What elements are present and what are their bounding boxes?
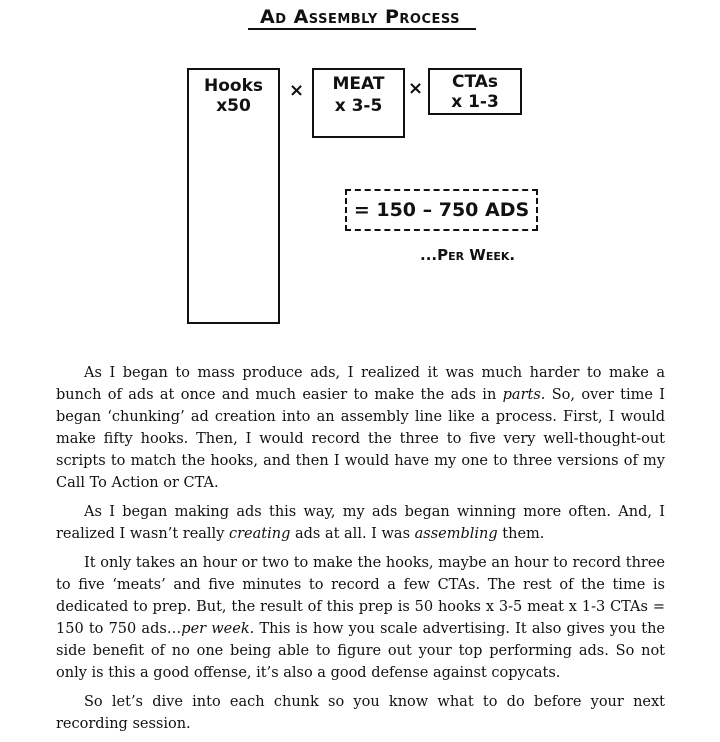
title-underline [248,28,476,30]
body-text [56,362,665,742]
multiply-sign-1: × [289,80,305,101]
diagram-title: Ad Assembly Process [259,6,461,28]
meat-box [312,68,405,138]
paragraph-3-text-c: . This is how you scale advertising. It also gives you the side benefit of no one being able to figure out your top performing ads. So not only is this a good offense, it’s also a good defense against copycats. [56,621,665,681]
paragraph-2-emphasis-2: assembling [414,526,498,542]
paragraph-1 [56,362,665,494]
result-box: = 150 – 750 ADS [345,189,538,231]
hooks-label: Hooks [203,76,263,96]
ctas-label: CTAs [451,72,499,92]
ctas-multiplier: x 1-3 [451,92,499,112]
paragraph-1-text-c: So, over time I began ‘chunking’ ad creation into an assembly line like a process. First, I would make fifty hooks. Then, I would record the three to five very well-thought-out scripts to match the hooks, and then I would have my one to three versions of my Call To Action or CTA. [56,387,665,491]
paragraph-2 [56,501,665,545]
paragraph-2-emphasis-1: creating [229,526,291,542]
paragraph-3 [56,552,665,684]
paragraph-2-text-c: ads at all. I was [290,526,415,542]
meat-label: MEAT [332,74,385,94]
paragraph-3-emphasis: per week [181,621,250,637]
hooks-multiplier: x50 [216,96,251,116]
hooks-box [187,68,280,324]
paragraph-4-text: So let’s dive into each chunk so you know what to do before your next recording session. [56,694,665,732]
paragraph-3-text-a: It only takes an hour or two to make the hooks, maybe an hour to record three to five ‘meats’ and five minutes to record a few CTAs. The rest of the time is dedicated to prep. But, the result of this prep is 50 hooks x 3-5 meat x 1-3 CTAs = 150 to 750 ads… [56,555,665,637]
paragraph-4 [56,691,665,735]
paragraph-1-text-a: As I began to mass produce ads, I realized it was much harder to make a bunch of ads at once and much easier to make the ads in [56,365,665,403]
paragraph-2-text-a: As I began making ads this way, my ads began winning more often. And, I realized I wasn’t really [56,504,665,542]
ctas-box [428,68,522,115]
per-week-note: ...Per Week. [420,246,516,264]
multiply-sign-2: × [408,78,424,99]
paragraph-1-emphasis: parts. [502,387,546,403]
paragraph-2-text-e: them. [497,526,545,542]
meat-multiplier: x 3-5 [334,96,383,116]
